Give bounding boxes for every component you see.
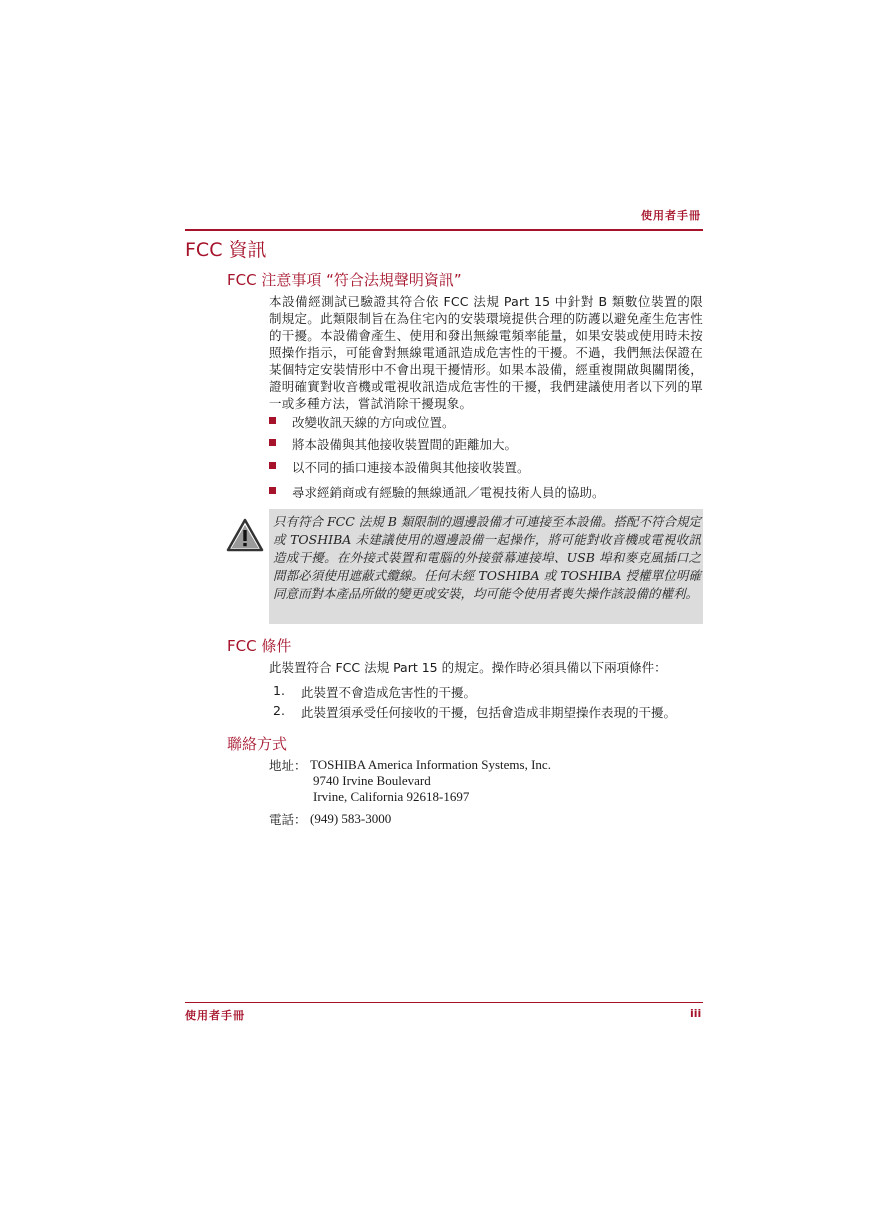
conditions-intro: 此裝置符合 FCC 法規 Part 15 的規定。操作時必須具備以下兩項條件：: [269, 660, 667, 675]
section-heading-contact: 聯絡方式: [227, 735, 288, 753]
section-heading-fcc-conditions: FCC 條件: [227, 637, 292, 655]
address-line-street: 9740 Irvine Boulevard: [313, 773, 431, 788]
page-number: iii: [690, 1007, 702, 1020]
phone-number: (949) 583-3000: [310, 811, 392, 826]
bullet-icon: [269, 487, 276, 494]
address-line-company: TOSHIBA America Information Systems, Inc.: [310, 757, 551, 772]
bullet-icon: [269, 462, 276, 469]
fcc-notice-paragraph: 本設備經測試已驗證其符合依 FCC 法規 Part 15 中針對 B 類數位裝置的限制規定。此類限制旨在為住宅內的安裝環境提供合理的防護以避免產生危害性的干擾。本設備會產生、使用和發出無線電頻率能量，如果安裝或使用時未按照操作指示，可能會對無線電通訊造成危害性的干擾。不過，我們無法保證在某個特定安裝情形中不會出現干擾情形。如果本設備，經重複開啟與關閉後，證明確實對收音機或電視收訊造成危害性的干擾，我們建議使用者以下列的單一或多種方法，嘗試消除干擾現象。: [269, 294, 703, 411]
footer-rule: [185, 1002, 703, 1003]
address-label: 地址：: [269, 758, 307, 773]
footer-label: 使用者手冊: [185, 1009, 245, 1022]
warning-text: 只有符合 FCC 法規 B 類限制的週邊設備才可連接至本設備。搭配不符合規定或 TOSHIBA 未建議使用的週邊設備一起操作，將可能對收音機或電視收訊造成干擾。在外接式裝置和電腦的外接螢幕連接埠、USB 埠和麥克風插口之間都必須使用遮蔽式纜線。任何未經 TOSHIBA 或 TOSHIBA 授權單位明確同意而對本產品所做的變更或安裝，均可能令使用者喪失操作該設備的權利。: [273, 514, 701, 601]
bullet-icon: [269, 439, 276, 446]
bullet-icon: [269, 417, 276, 424]
header-label: 使用者手冊: [641, 209, 701, 222]
warning-note: [269, 509, 703, 624]
page-title: FCC 資訊: [185, 239, 267, 261]
address-line-city: Irvine, California 92618-1697: [313, 789, 470, 804]
header-rule: [185, 229, 703, 231]
section-heading-fcc-notice: FCC 注意事項 “符合法規聲明資訊”: [227, 271, 462, 289]
phone-label: 電話：: [269, 812, 307, 827]
warning-triangle-icon: [226, 518, 264, 552]
